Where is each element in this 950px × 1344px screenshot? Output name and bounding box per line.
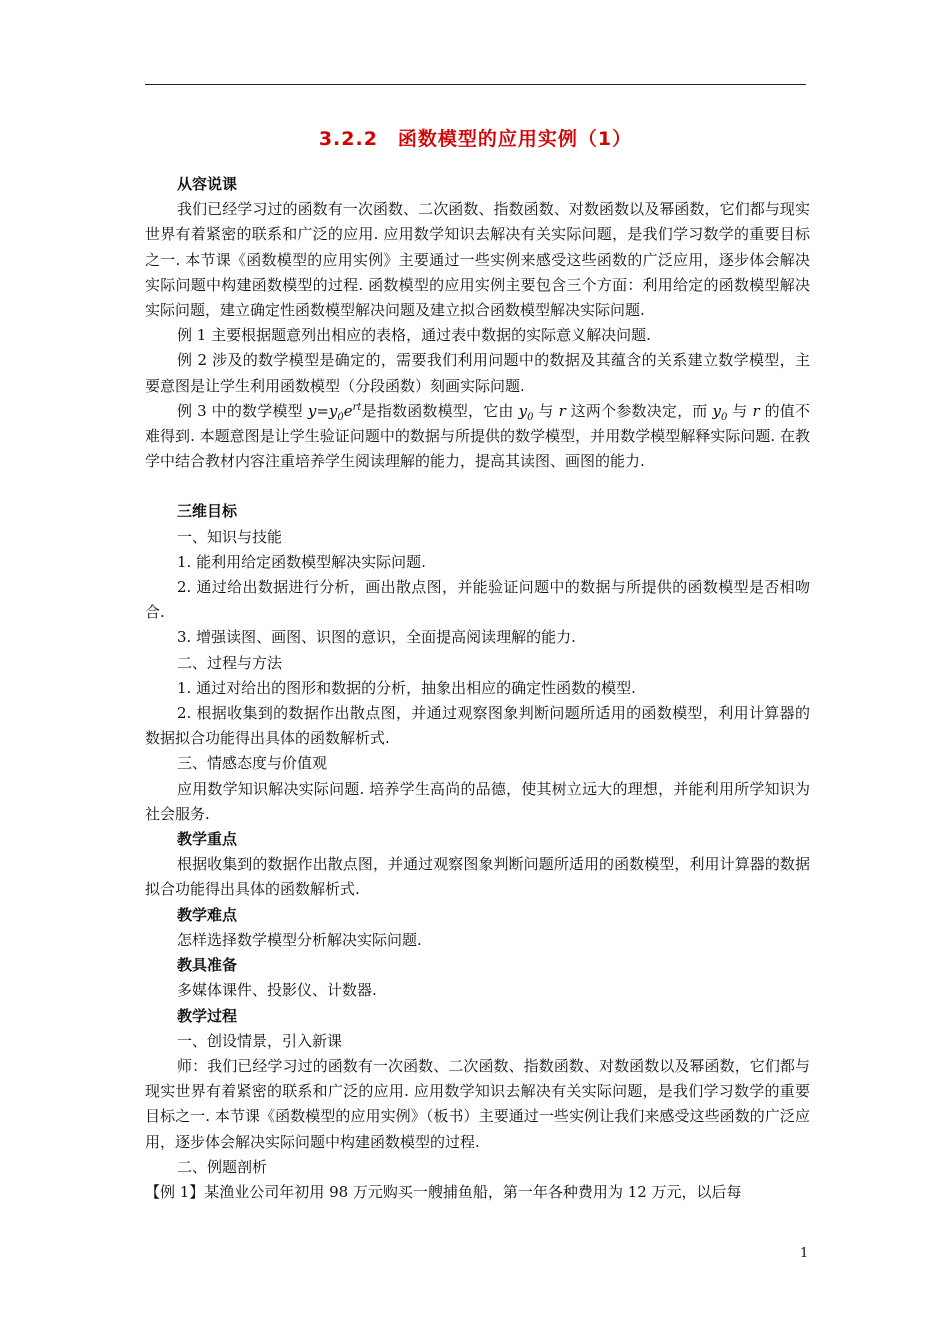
paragraph: 师：我们已经学习过的函数有一次函数、二次函数、指数函数、对数函数以及幂函数，它们都与现实世界有着紧密的联系和广泛的应用. 应用数学知识去解决有关实际问题，是我们学习数学的重要目标之一. 本节课《函数模型的应用实例》（板书）主要通过一些实例让我们来感受这些函数的广泛应用，逐步体会解决实际问题中构建函数模型的过程. <box>145 1056 810 1151</box>
subheading: 二、过程与方法 <box>177 653 283 672</box>
paragraph: 例 2 涉及的数学模型是确定的，需要我们利用问题中的数据及其蕴含的关系建立数学模型，主要意图是让学生利用函数模型（分段函数）刻画实际问题. <box>145 351 810 395</box>
paragraph: 多媒体课件、投影仪、计数器. <box>177 981 377 1000</box>
subheading: 一、知识与技能 <box>177 527 283 546</box>
subheading: 三、情感态度与价值观 <box>177 754 328 773</box>
var-r: r <box>752 401 760 420</box>
list-item: 3. 增强读图、画图、识图的意识，全面提高阅读理解的能力. <box>177 628 576 647</box>
section-heading-cong-rong: 从容说课 <box>177 175 238 193</box>
section-heading-process: 教学过程 <box>177 1006 238 1025</box>
subheading: 一、创设情景，引入新课 <box>177 1031 343 1050</box>
example-1: 【例 1】某渔业公司年初用 98 万元购买一艘捕鱼船，第一年各种费用为 12 万元，以后每 <box>145 1182 742 1201</box>
var-r: r <box>558 401 566 420</box>
paragraph: 怎样选择数学模型分析解决实际问题. <box>177 930 422 949</box>
page-title: 3.2.2 函数模型的应用实例（1） <box>318 128 633 150</box>
document-body <box>145 172 810 1205</box>
page-number: 1 <box>800 1246 809 1261</box>
formula: $y=y_0e^{rt}$ <box>307 401 362 423</box>
paragraph: 根据收集到的数据作出散点图，并通过观察图象判断问题所适用的函数模型，利用计算器的数据拟合功能得出具体的函数解析式. <box>145 855 810 899</box>
list-item: 1. 通过对给出的图形和数据的分析，抽象出相应的确定性函数的模型. <box>177 678 636 697</box>
paragraph: 我们已经学习过的函数有一次函数、二次函数、指数函数、对数函数以及幂函数，它们都与现实世界有着紧密的联系和广泛的应用. 应用数学知识去解决有关实际问题，是我们学习数学的重要目标之一. 本节课《函数模型的应用实例》主要通过一些实例来感受这些函数的广泛应用，逐步体会解决实际问题中构建函数模型的过程. 函数模型的应用实例主要包含三个方面：利用给定的函数模型解决实际问题，建立确定性函数模型解决问题及建立拟合函数模型解决实际问题. <box>145 200 810 320</box>
list-item: 1. 能利用给定函数模型解决实际问题. <box>177 552 426 571</box>
paragraph-example3: 例 3 中的数学模型 $y=y_0e^{rt}$是指数函数模型，它由 $y_0$ 与 r 这两个参数决定，而 $y_0$ 与 r 的值不难得到. 本题意图是让学生验证问题中的数据与所提供的数学模型，并用数学模型解释实际问题. 在教学中结合教材内容注重培养学生阅读理解的能力，提高其读图、画图的能力. <box>145 401 810 471</box>
section-heading-goals: 三维目标 <box>177 502 238 521</box>
paragraph: 应用数学知识解决实际问题. 培养学生高尚的品德，使其树立远大的理想，并能利用所学知识为社会服务. <box>145 779 810 823</box>
section-heading-key-points: 教学重点 <box>177 830 238 849</box>
list-item: 2. 根据收集到的数据作出散点图，并通过观察图象判断问题所适用的函数模型，利用计算器的数据拟合功能得出具体的函数解析式. <box>145 704 810 748</box>
list-item: 2. 通过给出数据进行分析，画出散点图，并能验证问题中的数据与所提供的函数模型是否相吻合. <box>145 578 810 622</box>
section-heading-difficulty: 教学难点 <box>177 905 238 924</box>
section-heading-tools: 教具准备 <box>177 956 238 975</box>
var-y0: $y_0$ <box>518 401 534 423</box>
subheading: 二、例题剖析 <box>177 1157 268 1176</box>
var-y0: $y_0$ <box>712 401 728 423</box>
header-rule <box>145 84 806 85</box>
paragraph: 例 1 主要根据题意列出相应的表格，通过表中数据的实际意义解决问题. <box>177 326 651 345</box>
